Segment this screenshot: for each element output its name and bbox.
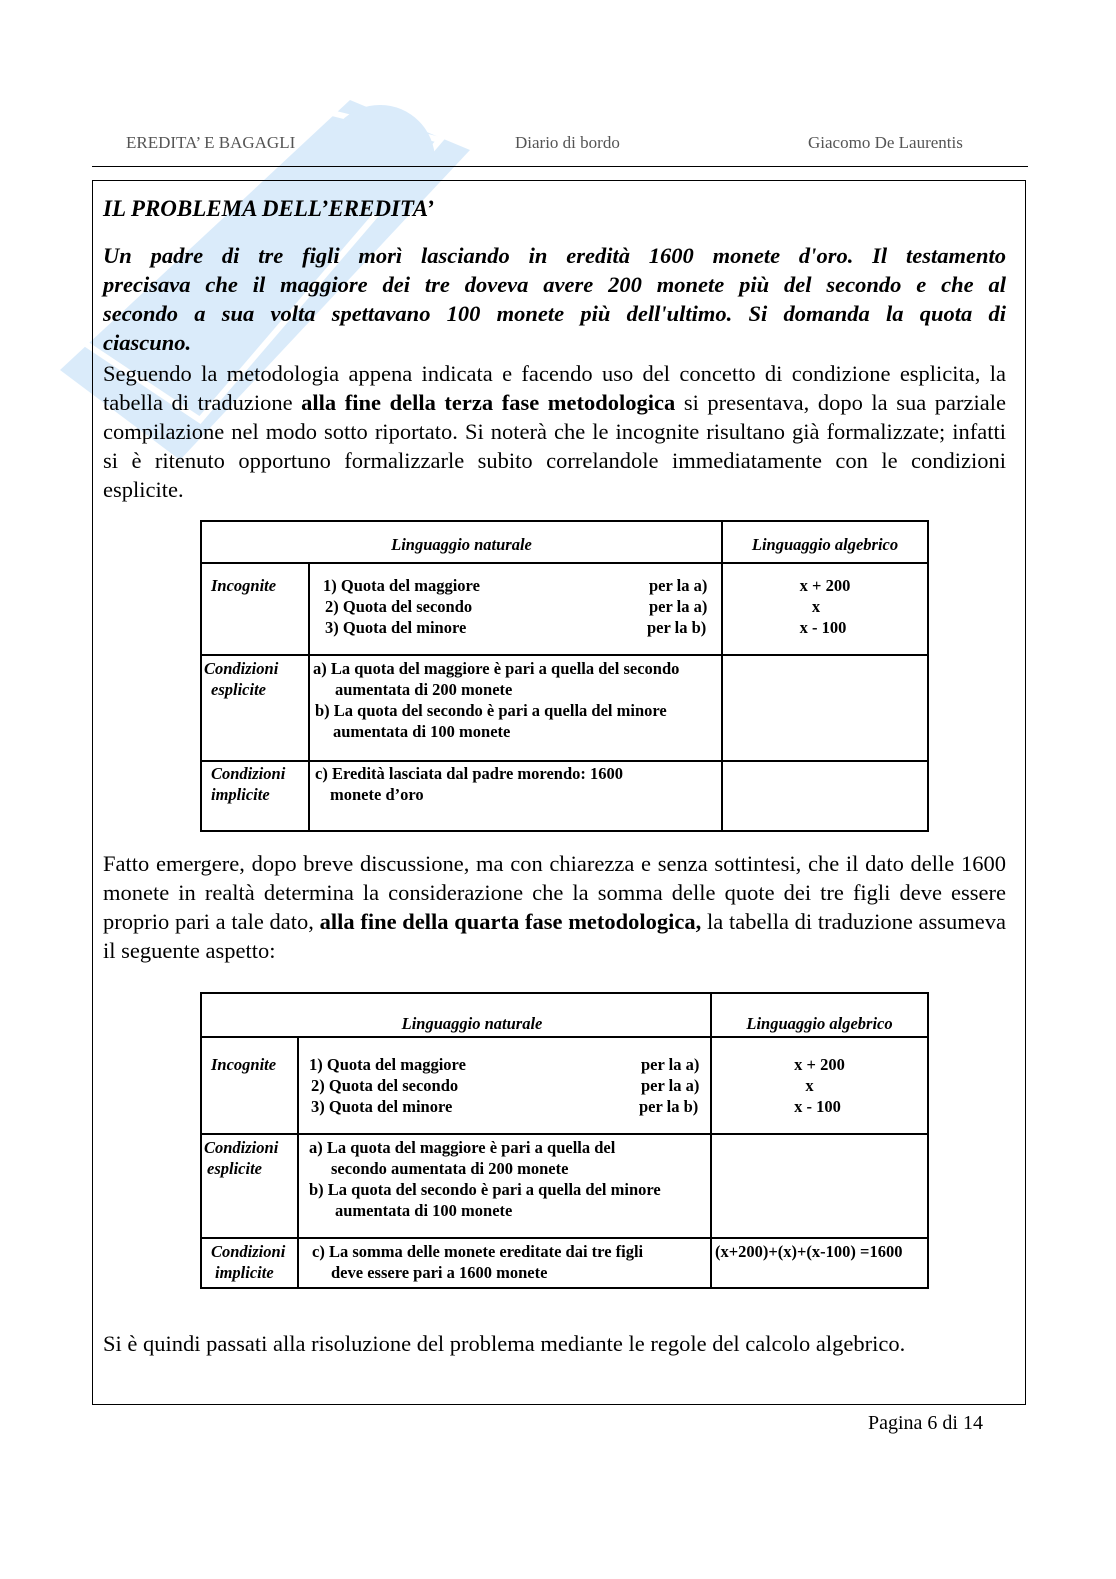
problem-line-1: Un padre di tre figli morì lasciando in eredità 1600 monete d'oro. Il testamento bbox=[103, 243, 1006, 268]
table2-esplicite-label-1: Condizioni bbox=[204, 1138, 279, 1157]
table2-unknown-1-ref: per la a) bbox=[641, 1055, 700, 1074]
header-left: EREDITA’ E BAGAGLI bbox=[126, 133, 296, 152]
table2-condition-b-cont: aumentata di 100 monete bbox=[335, 1201, 513, 1220]
table1-condition-a-cont: aumentata di 200 monete bbox=[335, 680, 513, 699]
table2-implicite-label-1: Condizioni bbox=[211, 1242, 286, 1261]
table1-implicit-c: c) Eredità lasciata dal padre morendo: 1600 bbox=[315, 764, 623, 783]
table2-unknown-3: 3) Quota del minore bbox=[311, 1097, 453, 1116]
table1-unknown-2-ref: per la a) bbox=[649, 597, 708, 616]
table1-unknown-2-expr: x bbox=[811, 597, 821, 616]
table2-condition-a-cont: secondo aumentata di 200 monete bbox=[331, 1159, 569, 1178]
problem-line-2: precisava che il maggiore dei tre doveva avere 200 monete più del secondo e che al bbox=[103, 272, 1006, 297]
table1-unknown-3-ref: per la b) bbox=[647, 618, 707, 637]
table2-implicit-c: c) La somma delle monete ereditate dai tre figli bbox=[312, 1242, 644, 1261]
paragraph-3: Si è quindi passati alla risoluzione del problema mediante le regole del calcolo algebrico. bbox=[103, 1331, 906, 1356]
translation-table-2 bbox=[200, 992, 929, 1289]
table1-esplicite-label-1: Condizioni bbox=[204, 659, 279, 678]
header-center: Diario di bordo bbox=[515, 133, 620, 152]
table2-implicit-c-cont: deve essere pari a 1600 monete bbox=[331, 1263, 548, 1282]
header-right: Giacomo De Laurentis bbox=[808, 133, 963, 152]
paragraph-2: Fatto emergere, dopo breve discussione, ma con chiarezza e senza sottintesi, che il dato delle 1600 monete in realtà determina la considerazione che la somma delle quote dei tre figli deve essere proprio pari a tale dato, alla fine della quarta fase metodologica, la tabella di traduzione assumeva il seguente aspetto: bbox=[103, 851, 1007, 963]
table2-unknown-2-expr: x bbox=[805, 1076, 814, 1095]
problem-line-4: ciascuno. bbox=[103, 330, 192, 355]
table1-header-algebraic: Linguaggio algebrico bbox=[751, 535, 899, 554]
table1-unknown-1-ref: per la a) bbox=[649, 576, 708, 595]
page-number: Pagina 6 di 14 bbox=[868, 1412, 983, 1434]
table1-implicit-c-cont: monete d’oro bbox=[330, 785, 424, 804]
table2-unknown-1: 1) Quota del maggiore bbox=[309, 1055, 466, 1074]
paragraph-1-bold: alla fine della terza fase metodologica bbox=[301, 390, 676, 415]
table1-unknown-3: 3) Quota del minore bbox=[325, 618, 467, 637]
table1-unknown-1-expr: x + 200 bbox=[799, 576, 851, 595]
table1-incognite-label: Incognite bbox=[211, 576, 277, 595]
table1-implicite-label-2: implicite bbox=[211, 785, 270, 804]
table2-esplicite-label-2: esplicite bbox=[207, 1159, 262, 1178]
table1-unknown-3-expr: x - 100 bbox=[799, 618, 847, 637]
table1-unknown-2: 2) Quota del secondo bbox=[325, 597, 473, 616]
table1-unknown-1: 1) Quota del maggiore bbox=[323, 576, 480, 595]
table1-condition-a: a) La quota del maggiore è pari a quella del secondo bbox=[313, 659, 680, 678]
table1-condition-b-cont: aumentata di 100 monete bbox=[333, 722, 511, 741]
table2-implicit-equation: (x+200)+(x)+(x-100) =1600 bbox=[715, 1242, 903, 1261]
translation-table-1 bbox=[200, 520, 929, 832]
paragraph-1: Seguendo la metodologia appena indicata e facendo uso del concetto di condizione esplicita, la tabella di traduzione alla fine della terza fase metodologica si presentava, dopo la sua parziale compilazione nel modo sotto riportato. Si noterà che le incognite risultano già formalizzate; infatti si è ritenuto opportuno formalizzarle subito correlandole immediatamente con le condizioni esplicite. bbox=[103, 361, 1006, 502]
table2-condition-b: b) La quota del secondo è pari a quella del minore bbox=[309, 1180, 661, 1199]
table2-incognite-label: Incognite bbox=[211, 1055, 277, 1074]
table1-condition-b: b) La quota del secondo è pari a quella del minore bbox=[315, 701, 667, 720]
table1-header-natural: Linguaggio naturale bbox=[391, 535, 532, 554]
table2-condition-a: a) La quota del maggiore è pari a quella del bbox=[309, 1138, 616, 1157]
table1-esplicite-label-2: esplicite bbox=[211, 680, 266, 699]
paragraph-2-bold: alla fine della quarta fase metodologica, bbox=[319, 909, 702, 934]
table2-header-algebraic: Linguaggio algebrico bbox=[746, 1014, 893, 1033]
problem-line-3: secondo a sua volta spettavano 100 monete più dell'ultimo. Si domanda la quota di bbox=[103, 301, 1006, 326]
table2-unknown-2: 2) Quota del secondo bbox=[311, 1076, 459, 1095]
table1-implicite-label-1: Condizioni bbox=[211, 764, 286, 783]
page-header bbox=[92, 130, 1028, 167]
table2-unknown-3-ref: per la b) bbox=[639, 1097, 699, 1116]
section-title: IL PROBLEMA DELL’EREDITA’ bbox=[103, 196, 434, 221]
table2-unknown-3-expr: x - 100 bbox=[794, 1097, 841, 1116]
table2-unknown-2-ref: per la a) bbox=[641, 1076, 700, 1095]
table2-implicite-label-2: implicite bbox=[215, 1263, 274, 1282]
table2-header-natural: Linguaggio naturale bbox=[401, 1014, 543, 1033]
table2-unknown-1-expr: x + 200 bbox=[794, 1055, 845, 1074]
